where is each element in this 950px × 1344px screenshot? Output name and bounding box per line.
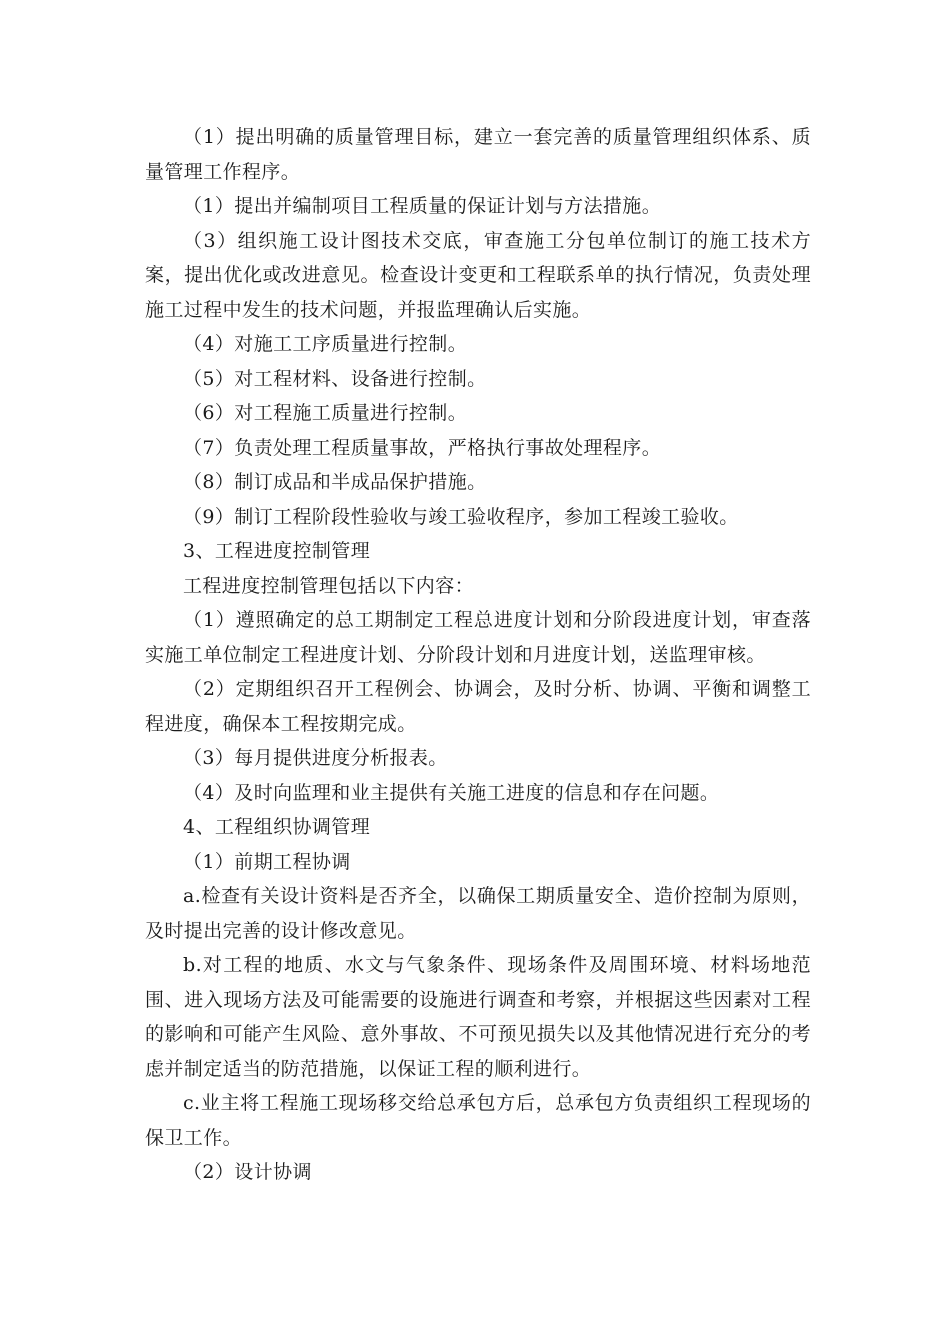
paragraph-acceptance: （9）制订工程阶段性验收与竣工验收程序，参加工程竣工验收。 xyxy=(183,505,739,528)
paragraph-quality-goal: （1）提出明确的质量管理目标，建立一套完善的质量管理组织体系、质量管理工作程序。 xyxy=(145,126,811,183)
subheading-early-coordination: （1）前期工程协调 xyxy=(183,850,351,873)
paragraph-master-schedule: （1）遵照确定的总工期制定工程总进度计划和分阶段进度计划，审查落实施工单位制定工程进度计划、分阶段计划和月进度计划，送监理审核。 xyxy=(145,609,811,666)
paragraph-design-review: （3）组织施工设计图技术交底，审查施工分包单位制订的施工技术方案，提出优化或改进意见。检查设计变更和工程联系单的执行情况，负责处理施工过程中发生的技术问题，并报监理确认后实施。 xyxy=(145,229,811,321)
paragraph-quality-accident: （7）负责处理工程质量事故，严格执行事故处理程序。 xyxy=(183,436,662,459)
section-heading-coordination: 4、工程组织协调管理 xyxy=(183,816,371,838)
paragraph-product-protection: （8）制订成品和半成品保护措施。 xyxy=(183,471,487,493)
paragraph-progress-intro: 工程进度控制管理包括以下内容： xyxy=(183,574,475,597)
paragraph-progress-info: （4）及时向监理和业主提供有关施工进度的信息和存在问题。 xyxy=(183,781,720,804)
paragraph-monthly-report: （3）每月提供进度分析报表。 xyxy=(183,747,448,769)
paragraph-design-data-check: a.检查有关设计资料是否齐全，以确保工期质量安全、造价控制为原则，及时提出完善的设计修改意见。 xyxy=(145,885,811,942)
section-heading-progress-control: 3、工程进度控制管理 xyxy=(183,540,371,562)
subheading-design-coordination: （2）设计协调 xyxy=(183,1161,312,1183)
paragraph-construction-quality: （6）对工程施工质量进行控制。 xyxy=(183,402,468,424)
paragraph-site-handover: c.业主将工程施工现场移交给总承包方后，总承包方负责组织工程现场的保卫工作。 xyxy=(145,1092,811,1149)
paragraph-site-survey: b.对工程的地质、水文与气象条件、现场条件及周围环境、材料场地范围、进入现场方法及可能需要的设施进行调查和考察，并根据这些因素对工程的影响和可能产生风险、意外事故、不可预见损失以及其他情况进行充分的考虑并制定适当的防范措施，以保证工程的顺利进行。 xyxy=(145,954,811,1080)
paragraph-material-control: （5）对工程材料、设备进行控制。 xyxy=(183,367,487,390)
document-body xyxy=(145,120,811,1190)
paragraph-process-control: （4）对施工工序质量进行控制。 xyxy=(183,333,468,355)
paragraph-quality-plan: （1）提出并编制项目工程质量的保证计划与方法措施。 xyxy=(183,195,662,217)
paragraph-regular-meetings: （2）定期组织召开工程例会、协调会，及时分析、协调、平衡和调整工程进度，确保本工程按期完成。 xyxy=(145,678,811,735)
